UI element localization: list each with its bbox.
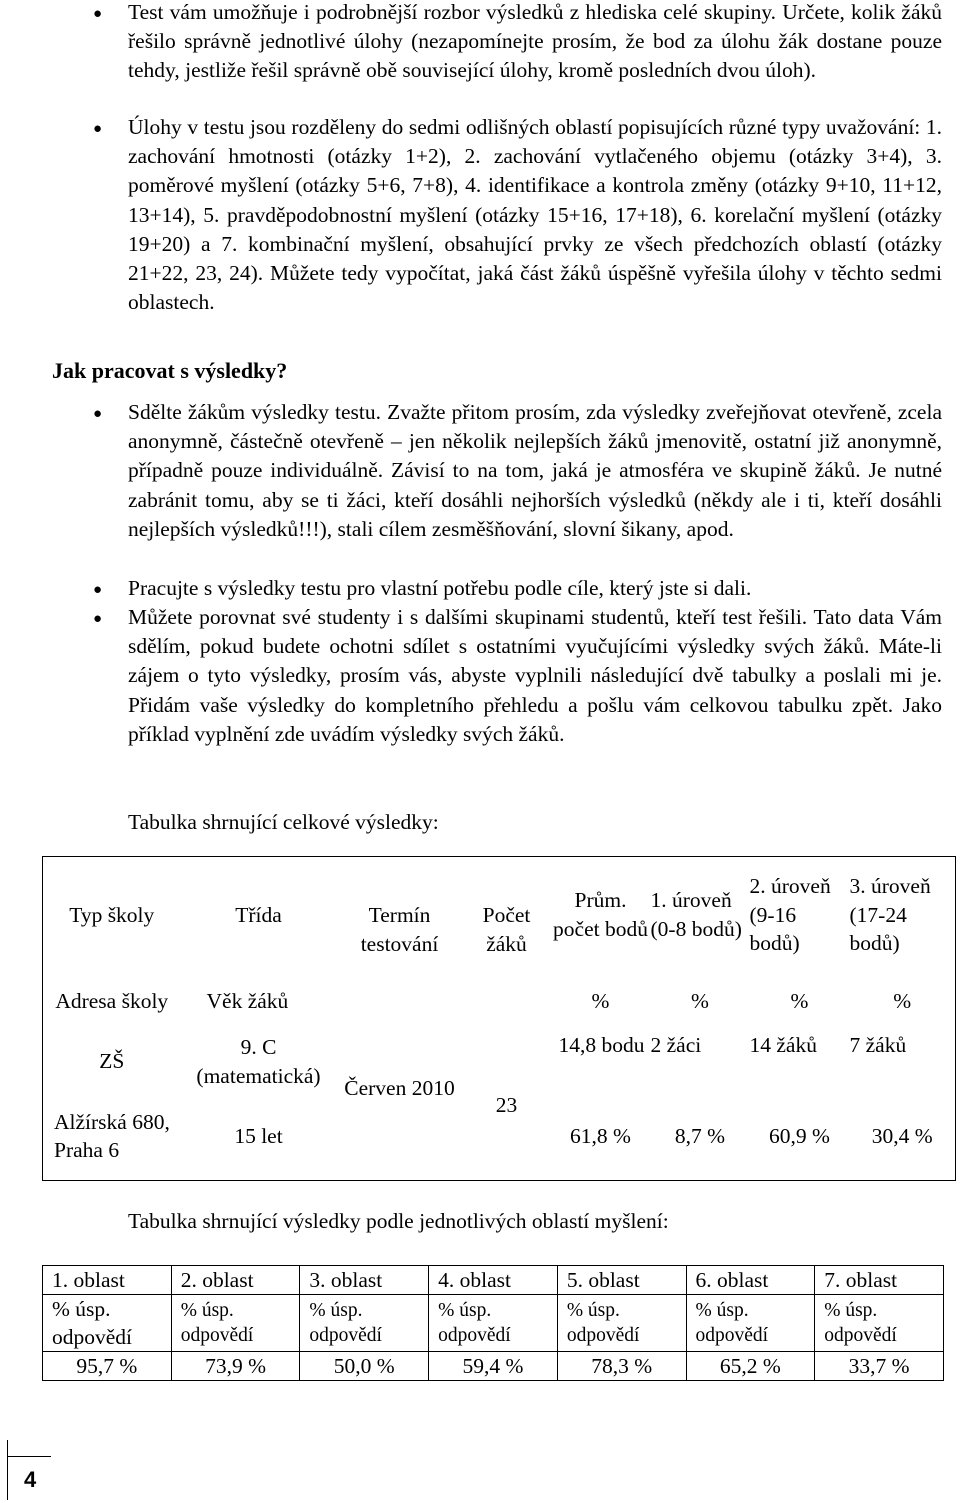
paragraph-share-results: Sdělte žákům výsledky testu. Zvažte přitom prosím, zda výsledky zveřejňovat otevřeně, zcela anonymně, částečně otevřeně – jen několik nejlepších žáků jmenovitě, ostatní již anonymně, případně pouze individuálně. Závisí to na tom, jaká je atmosféra ve skupině žáků. Je nutné zabránit tomu, aby se ti žáci, kteří dosáhli nejhorších výsledků (někdy ale i ti, kteří dosáhli nejlepších výsledků!!!), stali cílem zesměšňování, slovní šikany, apod. xyxy=(128,400,942,541)
area-value: 95,7 % xyxy=(43,1352,172,1381)
bullet-icon: ● xyxy=(93,582,103,598)
cell-level-3-percent: 30,4 % xyxy=(871,1124,933,1148)
header-level-1: 1. úroveň (0-8 bodů) xyxy=(650,888,742,941)
header-percent: % xyxy=(790,989,809,1014)
bullet-icon: ● xyxy=(93,121,103,137)
area-header: 3. oblast xyxy=(300,1266,429,1295)
cell-class: 9. C (matematická) xyxy=(196,1035,321,1088)
area-header: 5. oblast xyxy=(557,1266,686,1295)
area-header: 6. oblast xyxy=(686,1266,815,1295)
bullet-icon: ● xyxy=(93,611,103,627)
cell-level-1: 2 žáci xyxy=(650,1032,702,1057)
cell-student-age: 15 let xyxy=(234,1124,283,1148)
header-average-points: Prům. počet bodů xyxy=(553,888,648,941)
header-level-2: 2. úroveň (9-16 bodů) xyxy=(749,874,831,955)
cell-level-3: 7 žáků xyxy=(849,1032,907,1057)
bullet-icon: ● xyxy=(93,6,103,22)
area-value: 65,2 % xyxy=(686,1352,815,1381)
area-value: 33,7 % xyxy=(815,1352,944,1381)
cell-test-date: Červen 2010 xyxy=(344,1076,455,1100)
paragraph-analysis: Test vám umožňuje i podrobnější rozbor výsledků z hlediska celé skupiny. Určete, kolik žáků řešilo správně jednotlivé úlohy (nezapomínejte prosím, že bod za úlohu žák dostane pouze tehdy, jestliže řešil správně obě související úlohy, kromě posledních dvou úloh). xyxy=(128,0,942,83)
area-subheader: % úsp. odpovědí xyxy=(429,1295,558,1352)
area-value: 59,4 % xyxy=(429,1352,558,1381)
header-percent: % xyxy=(691,989,709,1014)
cell-level-1-percent: 8,7 % xyxy=(674,1124,726,1148)
area-subheader: % úsp. odpovědí xyxy=(557,1295,686,1352)
header-percent: % xyxy=(893,989,912,1014)
area-value: 50,0 % xyxy=(300,1352,429,1381)
table2-caption: Tabulka shrnující výsledky podle jednotlivých oblastí myšlení: xyxy=(128,1209,669,1233)
header-student-age: Věk žáků xyxy=(206,989,289,1014)
area-subheader: % úsp. odpovědí xyxy=(815,1295,944,1352)
area-header: 7. oblast xyxy=(815,1266,944,1295)
area-subheader: % úsp. odpovědí xyxy=(171,1295,300,1352)
header-student-count: Počet žáků xyxy=(482,903,531,956)
bullet-icon: ● xyxy=(93,406,103,422)
area-value: 73,9 % xyxy=(171,1352,300,1381)
area-subheader: % úsp. odpovědí xyxy=(300,1295,429,1352)
page-number-frame xyxy=(7,1440,8,1500)
area-value: 78,3 % xyxy=(557,1352,686,1381)
cell-average-points: 14,8 bodu xyxy=(558,1032,645,1057)
page-number: 4 xyxy=(24,1467,37,1492)
section-heading: Jak pracovat s výsledky? xyxy=(52,358,288,383)
cell-student-count: 23 xyxy=(495,1093,518,1117)
area-header: 2. oblast xyxy=(171,1266,300,1295)
overall-results-table xyxy=(42,856,956,1181)
table1-caption: Tabulka shrnující celkové výsledky: xyxy=(128,810,439,834)
header-percent: % xyxy=(591,989,610,1014)
area-results-table xyxy=(42,1265,944,1381)
paragraph-compare: Můžete porovnat své studenty i s dalšími skupinami studentů, kteří test řešili. Tato data Vám sdělím, pokud budete ochotni sdílet s ostatními vyučujícími výsledky svých žáků. Máte-li zájem o tyto výsledky, prosím vás, abyste vyplnili následující dvě tabulky a poslali mi je. Přidám vaše výsledky do kompletního přehledu a pošlu vám celkovou tabulku zpět. Jako příklad vyplnění zde uvádím výsledky svých žáků. xyxy=(128,605,942,746)
header-level-3: 3. úroveň (17-24 bodů) xyxy=(849,874,931,955)
area-header: 4. oblast xyxy=(429,1266,558,1295)
paragraph-areas: Úlohy v testu jsou rozděleny do sedmi odlišných oblastí popisujících různé typy uvažování: 1. zachování hmotnosti (otázky 1+2), 2. zachování vytlačeného objemu (otázky 3+4), 3. poměrové myšlení (otázky 5+6, 7+8), 4. identifikace a kontrola změny (otázky 9+10, 11+12, 13+14), 5. pravděpodobnostní myšlení (otázky 15+16, 17+18), 6. korelační myšlení (otázky 19+20) a 7. kombinační myšlení, obsahující prvky ze všech předchozích oblastí (otázky 21+22, 23, 24). Můžete tedy vypočítat, jaká část žáků úspěšně vyřešila úlohy v těchto sedmi oblastech. xyxy=(128,115,942,315)
cell-average-percent: 61,8 % xyxy=(570,1124,631,1148)
area-subheader: % úsp. odpovědí xyxy=(43,1295,172,1352)
area-header: 1. oblast xyxy=(43,1266,172,1295)
header-class: Třída xyxy=(235,902,282,927)
paragraph-own-use: Pracujte s výsledky testu pro vlastní potřebu podle cíle, který jste si dali. xyxy=(128,576,752,600)
header-school-type: Typ školy xyxy=(69,902,155,927)
cell-level-2-percent: 60,9 % xyxy=(769,1124,830,1148)
cell-level-2: 14 žáků xyxy=(749,1032,817,1057)
page-number-frame xyxy=(7,1456,51,1457)
area-subheader: % úsp. odpovědí xyxy=(686,1295,815,1352)
header-test-date: Termín testování xyxy=(360,903,439,956)
cell-school-type: ZŠ xyxy=(99,1049,125,1074)
header-school-address: Adresa školy xyxy=(55,989,169,1014)
cell-school-address: Alžírská 680, Praha 6 xyxy=(54,1109,170,1163)
